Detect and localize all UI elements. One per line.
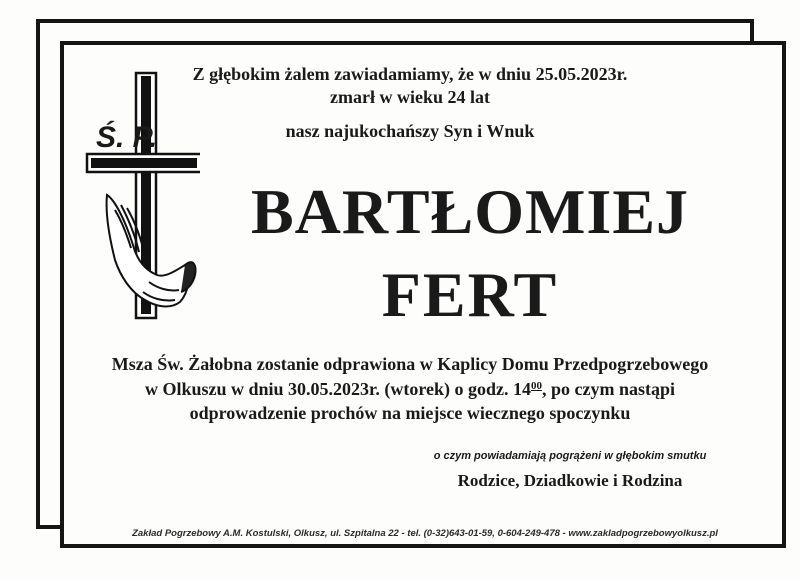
announcement-line-2: zmarł w wieku 24 lat bbox=[330, 87, 490, 107]
announcement-line-1: Z głębokim żalem zawiadamiamy, że w dniu 25.05.2023r. bbox=[192, 64, 628, 84]
sp-abbreviation: Ś. P. bbox=[96, 121, 158, 154]
deceased-first-name: BARTŁOMIEJ bbox=[250, 176, 690, 247]
mass-line-1: Msza Św. Żałobna zostanie odprawiona w Kaplicy Domu Przedpogrzebowego bbox=[111, 354, 709, 374]
funeral-home-footer: Zakład Pogrzebowy A.M. Kostulski, Olkusz, ul. Szpitalna 22 - tel. (0-32)643-01-59, 0-604-249-478 - www.zakladpogrzebowyolkusz.pl bbox=[132, 528, 718, 539]
announcement-line-3: nasz najukochańszy Syn i Wnuk bbox=[285, 121, 535, 141]
mass-line-2-after: , po czym nastąpi bbox=[542, 379, 676, 399]
mass-line-2 bbox=[70, 379, 750, 400]
mourners-notice: o czym powiadamiają pogrążeni w głębokim smutku bbox=[433, 450, 707, 462]
family-signature: Rodzice, Dziadkowie i Rodzina bbox=[457, 471, 683, 490]
mass-line-3: odprowadzenie prochów na miejsce wiecznego spoczynku bbox=[189, 403, 631, 423]
cross-with-praying-hands-icon bbox=[85, 70, 200, 325]
mass-line-2-before: w Olkuszu w dniu 30.05.2023r. (wtorek) o godz. 14 bbox=[144, 379, 532, 399]
deceased-last-name: FERT bbox=[381, 259, 559, 330]
mass-time-minutes: 00 bbox=[531, 380, 543, 392]
